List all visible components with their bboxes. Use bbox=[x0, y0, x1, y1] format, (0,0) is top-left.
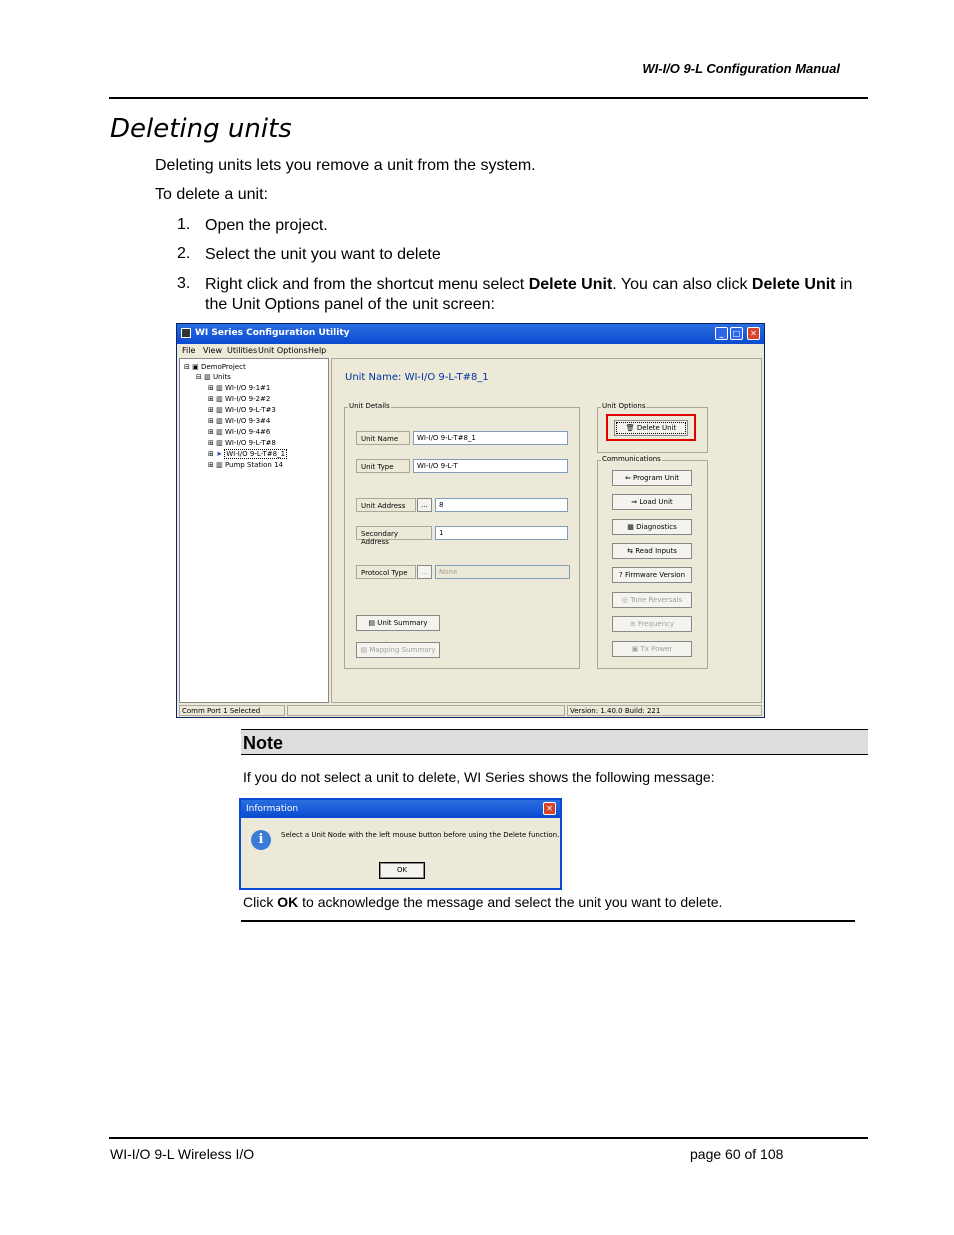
protocol-type-field[interactable]: None bbox=[435, 565, 570, 579]
dialog-title-bar bbox=[241, 800, 560, 818]
step-3 bbox=[177, 275, 853, 313]
step-number: 3. bbox=[177, 275, 191, 292]
tone-icon: ◎ bbox=[621, 596, 628, 604]
summary-icon: ▤ bbox=[368, 619, 376, 627]
section-title: Deleting units bbox=[110, 114, 292, 144]
step-2 bbox=[177, 245, 441, 263]
read-inputs-icon: ⇆ bbox=[627, 547, 634, 555]
note-heading: Note bbox=[241, 729, 868, 755]
ok-button[interactable]: OK bbox=[380, 863, 424, 878]
information-dialog bbox=[239, 798, 562, 890]
diagnostics-icon: ▦ bbox=[627, 523, 634, 531]
tree-item[interactable]: ⊞ ▥ WI-I/O 9-4#6 bbox=[208, 428, 271, 436]
trash-icon: 🗑 bbox=[625, 424, 635, 432]
firmware-version-button[interactable]: ? Firmware Version bbox=[612, 567, 692, 583]
menu-bar bbox=[177, 344, 764, 358]
firmware-icon: ? bbox=[619, 571, 623, 579]
unit-screen-panel bbox=[331, 358, 762, 703]
unit-address-browse-button[interactable]: ... bbox=[417, 498, 432, 512]
status-blank bbox=[287, 705, 565, 716]
summary-icon: ▤ bbox=[360, 646, 368, 654]
unit-name-label: Unit Name bbox=[356, 431, 410, 445]
maximize-icon[interactable]: □ bbox=[730, 327, 743, 340]
program-icon: ⇐ bbox=[624, 474, 631, 482]
info-icon: i bbox=[251, 830, 271, 850]
dialog-title: Information bbox=[246, 804, 299, 814]
note-after-text: Click OK to acknowledge the message and select the unit you want to delete. bbox=[243, 894, 723, 910]
unit-type-label: Unit Type bbox=[356, 459, 410, 473]
status-bar bbox=[179, 705, 762, 716]
frequency-button[interactable]: ≡ Frequency bbox=[612, 616, 692, 632]
tree-item[interactable]: ⊞ ▥ Pump Station 14 bbox=[208, 461, 283, 469]
unit-address-label: Unit Address bbox=[356, 498, 416, 512]
read-inputs-button[interactable]: ⇆ Read Inputs bbox=[612, 543, 692, 559]
tree-item-selected[interactable]: ⊞ ➤ WI-I/O 9-L-T#8_1 bbox=[208, 450, 286, 458]
tree-item[interactable]: ⊞ ▥ WI-I/O 9-1#1 bbox=[208, 384, 271, 392]
tone-reversals-button[interactable]: ◎ Tone Reversals bbox=[612, 592, 692, 608]
mapping-summary-button[interactable]: ▤ Mapping Summary bbox=[356, 642, 440, 658]
protocol-type-browse-button[interactable]: ... bbox=[417, 565, 432, 579]
program-unit-button[interactable]: ⇐ Program Unit bbox=[612, 470, 692, 486]
minimize-icon[interactable]: _ bbox=[715, 327, 728, 340]
menu-view[interactable]: View bbox=[203, 346, 222, 355]
step-1 bbox=[177, 216, 328, 234]
step-number: 1. bbox=[177, 216, 191, 233]
tree-item[interactable]: ⊞ ▥ WI-I/O 9-3#4 bbox=[208, 417, 271, 425]
load-unit-button[interactable]: ⇒ Load Unit bbox=[612, 494, 692, 510]
footer-left: WI-I/O 9-L Wireless I/O bbox=[110, 1146, 255, 1162]
tx-power-button[interactable]: ▣ Tx Power bbox=[612, 641, 692, 657]
menu-help[interactable]: Help bbox=[308, 346, 327, 355]
note-end-rule bbox=[241, 920, 855, 922]
tree-item[interactable]: ⊞ ▥ WI-I/O 9-2#2 bbox=[208, 395, 271, 403]
unit-name-field[interactable]: WI-I/O 9-L-T#8_1 bbox=[413, 431, 568, 445]
menu-unit-options[interactable]: Unit Options bbox=[258, 346, 308, 355]
unit-summary-button[interactable]: ▤ Unit Summary bbox=[356, 615, 440, 631]
unit-options-legend: Unit Options bbox=[602, 402, 646, 410]
lead-paragraph: To delete a unit: bbox=[155, 186, 268, 203]
app-window-screenshot bbox=[176, 323, 765, 718]
step-text: Open the project. bbox=[205, 217, 328, 234]
diagnostics-button[interactable]: ▦ Diagnostics bbox=[612, 519, 692, 535]
tree-units[interactable]: ⊟ ▥ Units bbox=[196, 373, 231, 381]
protocol-type-label: Protocol Type bbox=[356, 565, 416, 579]
intro-paragraph: Deleting units lets you remove a unit from the system. bbox=[155, 157, 536, 174]
footer-rule bbox=[109, 1137, 868, 1139]
tree-item[interactable]: ⊞ ▥ WI-I/O 9-L-T#8 bbox=[208, 439, 276, 447]
tx-power-icon: ▣ bbox=[631, 645, 639, 653]
load-icon: ⇒ bbox=[631, 498, 638, 506]
step-number: 2. bbox=[177, 245, 191, 262]
step-text: Select the unit you want to delete bbox=[205, 246, 441, 263]
header-rule bbox=[109, 97, 868, 99]
running-header: WI-I/O 9-L Configuration Manual bbox=[642, 61, 840, 76]
unit-type-field[interactable]: WI-I/O 9-L-T bbox=[413, 459, 568, 473]
communications-legend: Communications bbox=[602, 455, 661, 463]
app-icon bbox=[181, 328, 191, 338]
secondary-address-label: Secondary Address bbox=[356, 526, 432, 540]
project-tree[interactable] bbox=[179, 358, 329, 703]
close-icon[interactable]: ✕ bbox=[543, 802, 556, 815]
frequency-icon: ≡ bbox=[629, 620, 636, 628]
app-title-bar bbox=[177, 324, 764, 344]
status-left: Comm Port 1 Selected bbox=[179, 705, 285, 716]
tree-project[interactable]: ⊟ ▣ DemoProject bbox=[184, 363, 246, 371]
communications-group bbox=[597, 460, 708, 669]
unit-details-legend: Unit Details bbox=[349, 402, 390, 410]
footer-page-number: page 60 of 108 bbox=[690, 1146, 784, 1162]
dialog-message: Select a Unit Node with the left mouse button before using the Delete function. bbox=[281, 831, 560, 839]
menu-file[interactable]: File bbox=[182, 346, 196, 355]
note-text: If you do not select a unit to delete, WI Series shows the following message: bbox=[243, 769, 715, 785]
tree-item[interactable]: ⊞ ▥ WI-I/O 9-L-T#3 bbox=[208, 406, 276, 414]
menu-utilities[interactable]: Utilities bbox=[227, 346, 258, 355]
step-text: Right click and from the shortcut menu select Delete Unit. You can also click Delete Unit in the Unit Options panel of the unit screen: bbox=[205, 276, 853, 313]
delete-unit-button[interactable]: 🗑 Delete Unit bbox=[614, 420, 688, 436]
app-title: WI Series Configuration Utility bbox=[195, 328, 350, 338]
status-version: Version: 1.40.0 Build: 221 bbox=[567, 705, 762, 716]
secondary-address-field[interactable]: 1 bbox=[435, 526, 568, 540]
unit-address-field[interactable]: 8 bbox=[435, 498, 568, 512]
close-icon[interactable]: ✕ bbox=[747, 327, 760, 340]
unit-name-heading: Unit Name: WI-I/O 9-L-T#8_1 bbox=[345, 372, 489, 383]
